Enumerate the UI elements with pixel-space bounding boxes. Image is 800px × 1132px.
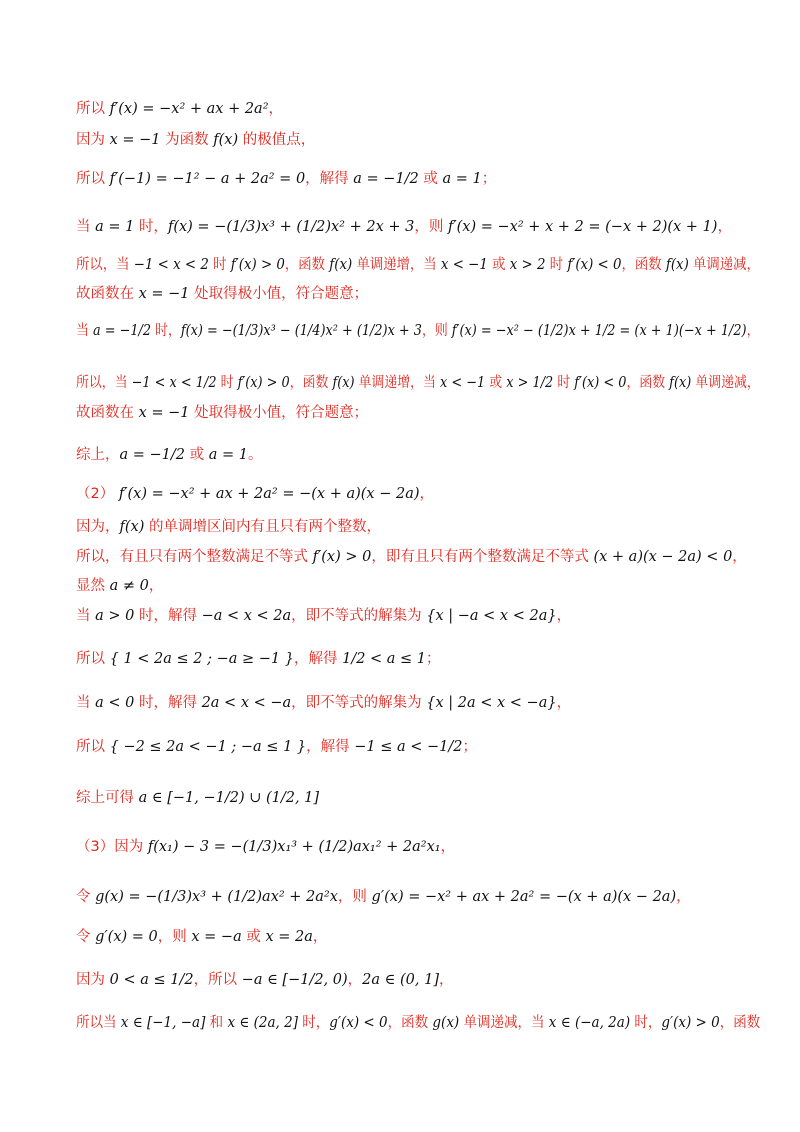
text-segment: 所以，当 [76, 257, 134, 273]
math-expression: a ∈ [−1, −1/2) ∪ (1/2, 1] [138, 790, 320, 806]
math-expression: f′(−1) = −1² − a + 2a² = 0 [109, 171, 306, 187]
text-segment: ，则 [157, 929, 192, 945]
part2-line-6 [76, 650, 441, 668]
text-segment: ， [746, 323, 760, 339]
solution-line-1 [76, 100, 283, 118]
text-segment: ，函数 [621, 257, 666, 273]
text-segment: ， [440, 839, 456, 855]
math-expression: x = −1 [138, 405, 190, 421]
text-segment: 时， [630, 1015, 662, 1031]
math-expression: f(x) = −(1/3)x³ + (1/2)x² + 2x + 3 [167, 219, 415, 235]
math-expression: a ≠ 0 [109, 578, 149, 594]
math-expression: f′(x) = −x² + ax + 2a² [109, 101, 269, 117]
math-expression: {x | 2a < x < −a} [426, 695, 557, 711]
math-expression: a = 1 [208, 447, 248, 463]
text-segment: 当 [76, 219, 96, 235]
math-expression: f(x) [119, 519, 145, 535]
math-expression: g(x) = −(1/3)x³ + (1/2)ax² + 2a²x [95, 889, 338, 905]
text-segment: 或 [241, 929, 266, 945]
part2-line-3 [76, 548, 747, 566]
text-segment: 当 [76, 323, 93, 339]
part2-line-7 [76, 694, 571, 712]
math-expression: 2a < x < −a [201, 695, 292, 711]
text-segment: ，则 [337, 889, 372, 905]
text-segment: ，即不等式的解集为 [291, 695, 427, 711]
text-segment: 令 [76, 889, 96, 905]
math-expression: f′(x) < 0 [574, 375, 627, 391]
text-segment: 时 [545, 257, 568, 273]
math-expression: x = −a [191, 929, 242, 945]
text-segment: ，则 [421, 323, 452, 339]
math-expression: x = −1 [138, 286, 190, 302]
solution-line-7 [76, 322, 759, 340]
text-segment: 所以 [76, 651, 110, 667]
math-expression: x > 2 [509, 257, 546, 273]
text-segment: ，所以 [193, 972, 242, 988]
text-segment: ，函数 [719, 1015, 761, 1031]
text-segment: 时 [216, 375, 238, 391]
part3-line-3 [76, 928, 327, 946]
text-segment: ，函数 [284, 257, 330, 273]
text-segment: ， [148, 578, 164, 594]
text-segment: 时， [151, 323, 181, 339]
math-expression: −1 ≤ a < −1/2 [354, 739, 463, 755]
part2-line-8 [76, 738, 477, 756]
part3-line-2 [76, 888, 691, 906]
text-segment: 单调递减， [691, 375, 760, 391]
math-expression: 0 < a ≤ 1/2 [109, 972, 194, 988]
solution-line-4 [76, 218, 732, 236]
math-expression: {x | −a < x < 2a} [426, 608, 557, 624]
text-segment: ； [462, 739, 477, 755]
text-segment: 单调递减，当 [459, 1015, 549, 1031]
text-segment: 所以当 [76, 1015, 121, 1031]
text-segment: 综上， [76, 447, 120, 463]
math-expression: f(x) = −(1/3)x³ − (1/4)x² + (1/2)x + 3 [180, 323, 422, 339]
part3-line-1 [76, 838, 455, 856]
text-segment: ， [676, 889, 691, 905]
math-expression: g′(x) > 0 [661, 1015, 720, 1031]
text-segment: ，解得 [305, 171, 354, 187]
text-segment: 故函数在 [76, 286, 139, 302]
text-segment: 时，解得 [134, 695, 202, 711]
text-segment: ， [556, 608, 572, 624]
math-expression: x > 1/2 [506, 375, 554, 391]
math-expression: g′(x) = −x² + ax + 2a² = −(x + a)(x − 2a) [371, 889, 677, 905]
text-segment: 或 [418, 171, 443, 187]
text-segment: ，即不等式的解集为 [291, 608, 427, 624]
text-segment: 综上可得 [76, 790, 139, 806]
solution-line-2 [76, 131, 315, 149]
text-segment: ， [347, 972, 363, 988]
text-segment: 的极值点， [238, 132, 316, 148]
text-segment: 的单调增区间内有且只有两个整数， [144, 519, 381, 535]
math-expression: −1 < x < 1/2 [131, 375, 217, 391]
part2-line-1 [76, 485, 434, 503]
text-segment: 时，解得 [134, 608, 202, 624]
math-expression: g′(x) = 0 [95, 929, 158, 945]
math-expression: −a < x < 2a [201, 608, 292, 624]
math-expression: f′(x) > 0 [230, 257, 285, 273]
math-expression: { 1 < 2a ≤ 2 ; −a ≥ −1 } [109, 651, 294, 667]
text-segment: 和 [205, 1015, 228, 1031]
text-segment: 时， [134, 219, 168, 235]
math-expression: f(x) [329, 257, 353, 273]
math-expression: f′(x) > 0 [237, 375, 290, 391]
math-expression: 2a ∈ (0, 1] [362, 972, 439, 988]
text-segment: 处取得极小值，符合题意； [189, 286, 369, 302]
solution-line-3 [76, 170, 496, 188]
text-segment: 所以 [76, 101, 110, 117]
math-expression: a = 1 [95, 219, 135, 235]
text-segment: ，函数 [626, 375, 670, 391]
solution-line-9 [76, 404, 368, 422]
math-expression: { −2 ≤ 2a < −1 ; −a ≤ 1 } [109, 739, 307, 755]
text-segment: ，解得 [306, 739, 355, 755]
part3-line-5 [76, 1014, 760, 1032]
text-segment: 因为 [76, 132, 110, 148]
text-segment: 故函数在 [76, 405, 139, 421]
math-expression: x < −1 [440, 257, 488, 273]
text-segment: 显然 [76, 578, 110, 594]
text-segment: ， [268, 101, 284, 117]
text-segment: ，解得 [293, 651, 343, 667]
text-segment: 时 [553, 375, 575, 391]
text-segment: ， [717, 219, 732, 235]
text-segment: 所以，当 [76, 375, 132, 391]
text-segment: 或 [485, 375, 507, 391]
text-segment: 或 [487, 257, 510, 273]
math-expression: 1/2 < a ≤ 1 [342, 651, 427, 667]
part2-line-2 [76, 518, 381, 536]
solution-line-10 [76, 446, 262, 464]
part2-line-9 [76, 789, 319, 807]
math-expression: f′(x) < 0 [567, 257, 622, 273]
text-segment: 所以 [76, 171, 110, 187]
math-expression: a > 0 [95, 608, 135, 624]
math-expression: x ∈ (−a, 2a) [548, 1015, 631, 1031]
text-segment: ，即有且只有两个整数满足不等式 [371, 549, 594, 565]
math-expression: f(x) [665, 257, 689, 273]
text-segment: 或 [185, 447, 209, 463]
text-segment: 当 [76, 608, 96, 624]
text-segment: 处取得极小值，符合题意； [189, 405, 369, 421]
text-segment: 时， [297, 1015, 330, 1031]
text-segment: ， [732, 549, 747, 565]
text-segment: 单调递增，当 [354, 375, 440, 391]
text-segment: 所以 [76, 739, 110, 755]
math-expression: f′(x) > 0 [312, 549, 372, 565]
part3-line-4 [76, 971, 453, 989]
math-expression: a = −1/2 [353, 171, 419, 187]
part2-line-4 [76, 577, 163, 595]
solution-line-8 [76, 374, 760, 392]
text-segment: 。 [247, 447, 263, 463]
math-expression: a = −1/2 [92, 323, 152, 339]
math-expression: x < −1 [439, 375, 486, 391]
text-segment: ； [426, 651, 441, 667]
text-segment: 因为， [76, 519, 120, 535]
math-expression: f′(x) = −x² − (1/2)x + 1/2 = (x + 1)(−x + 1/2) [451, 323, 747, 339]
math-expression: (x + a)(x − 2a) < 0 [593, 549, 733, 565]
text-segment: 时 [208, 257, 231, 273]
math-expression: f′(x) = −x² + x + 2 = (−x + 2)(x + 1) [447, 219, 718, 235]
math-expression: g(x) [432, 1015, 460, 1031]
text-segment: （2） [76, 486, 119, 502]
text-segment: 单调递减， [688, 257, 760, 273]
math-expression: x = −1 [109, 132, 161, 148]
text-segment: ， [419, 486, 434, 502]
text-segment: 当 [76, 695, 96, 711]
text-segment: 单调递增，当 [352, 257, 441, 273]
solution-line-6 [76, 285, 368, 303]
part2-line-5 [76, 607, 571, 625]
math-expression: a = 1 [442, 171, 482, 187]
math-expression: f′(x) = −x² + ax + 2a² = −(x + a)(x − 2a) [118, 486, 420, 502]
math-expression: f(x₁) − 3 = −(1/3)x₁³ + (1/2)ax₁² + 2a²x₁ [147, 839, 441, 855]
math-expression: x ∈ [−1, −a] [120, 1015, 206, 1031]
math-expression: a < 0 [95, 695, 135, 711]
text-segment: ，则 [414, 219, 448, 235]
text-segment: 令 [76, 929, 96, 945]
text-segment: ， [556, 695, 572, 711]
math-expression: g′(x) < 0 [329, 1015, 388, 1031]
math-expression: a = −1/2 [119, 447, 185, 463]
math-expression: −a ∈ [−1/2, 0) [241, 972, 348, 988]
text-segment: ， [438, 972, 454, 988]
text-segment: ； [481, 171, 497, 187]
solution-line-5 [76, 256, 760, 274]
math-expression: x = 2a [265, 929, 313, 945]
math-expression: −1 < x < 2 [133, 257, 209, 273]
math-expression: x ∈ (2a, 2] [227, 1015, 298, 1031]
math-expression: f(x) [669, 375, 692, 391]
text-segment: 为函数 [160, 132, 214, 148]
text-segment: ，函数 [387, 1015, 433, 1031]
text-segment: ，函数 [289, 375, 333, 391]
text-segment: 所以，有且只有两个整数满足不等式 [76, 549, 313, 565]
math-expression: f(x) [332, 375, 355, 391]
text-segment: （3）因为 [76, 839, 148, 855]
text-segment: 因为 [76, 972, 110, 988]
text-segment: ， [312, 929, 328, 945]
math-expression: f(x) [213, 132, 239, 148]
